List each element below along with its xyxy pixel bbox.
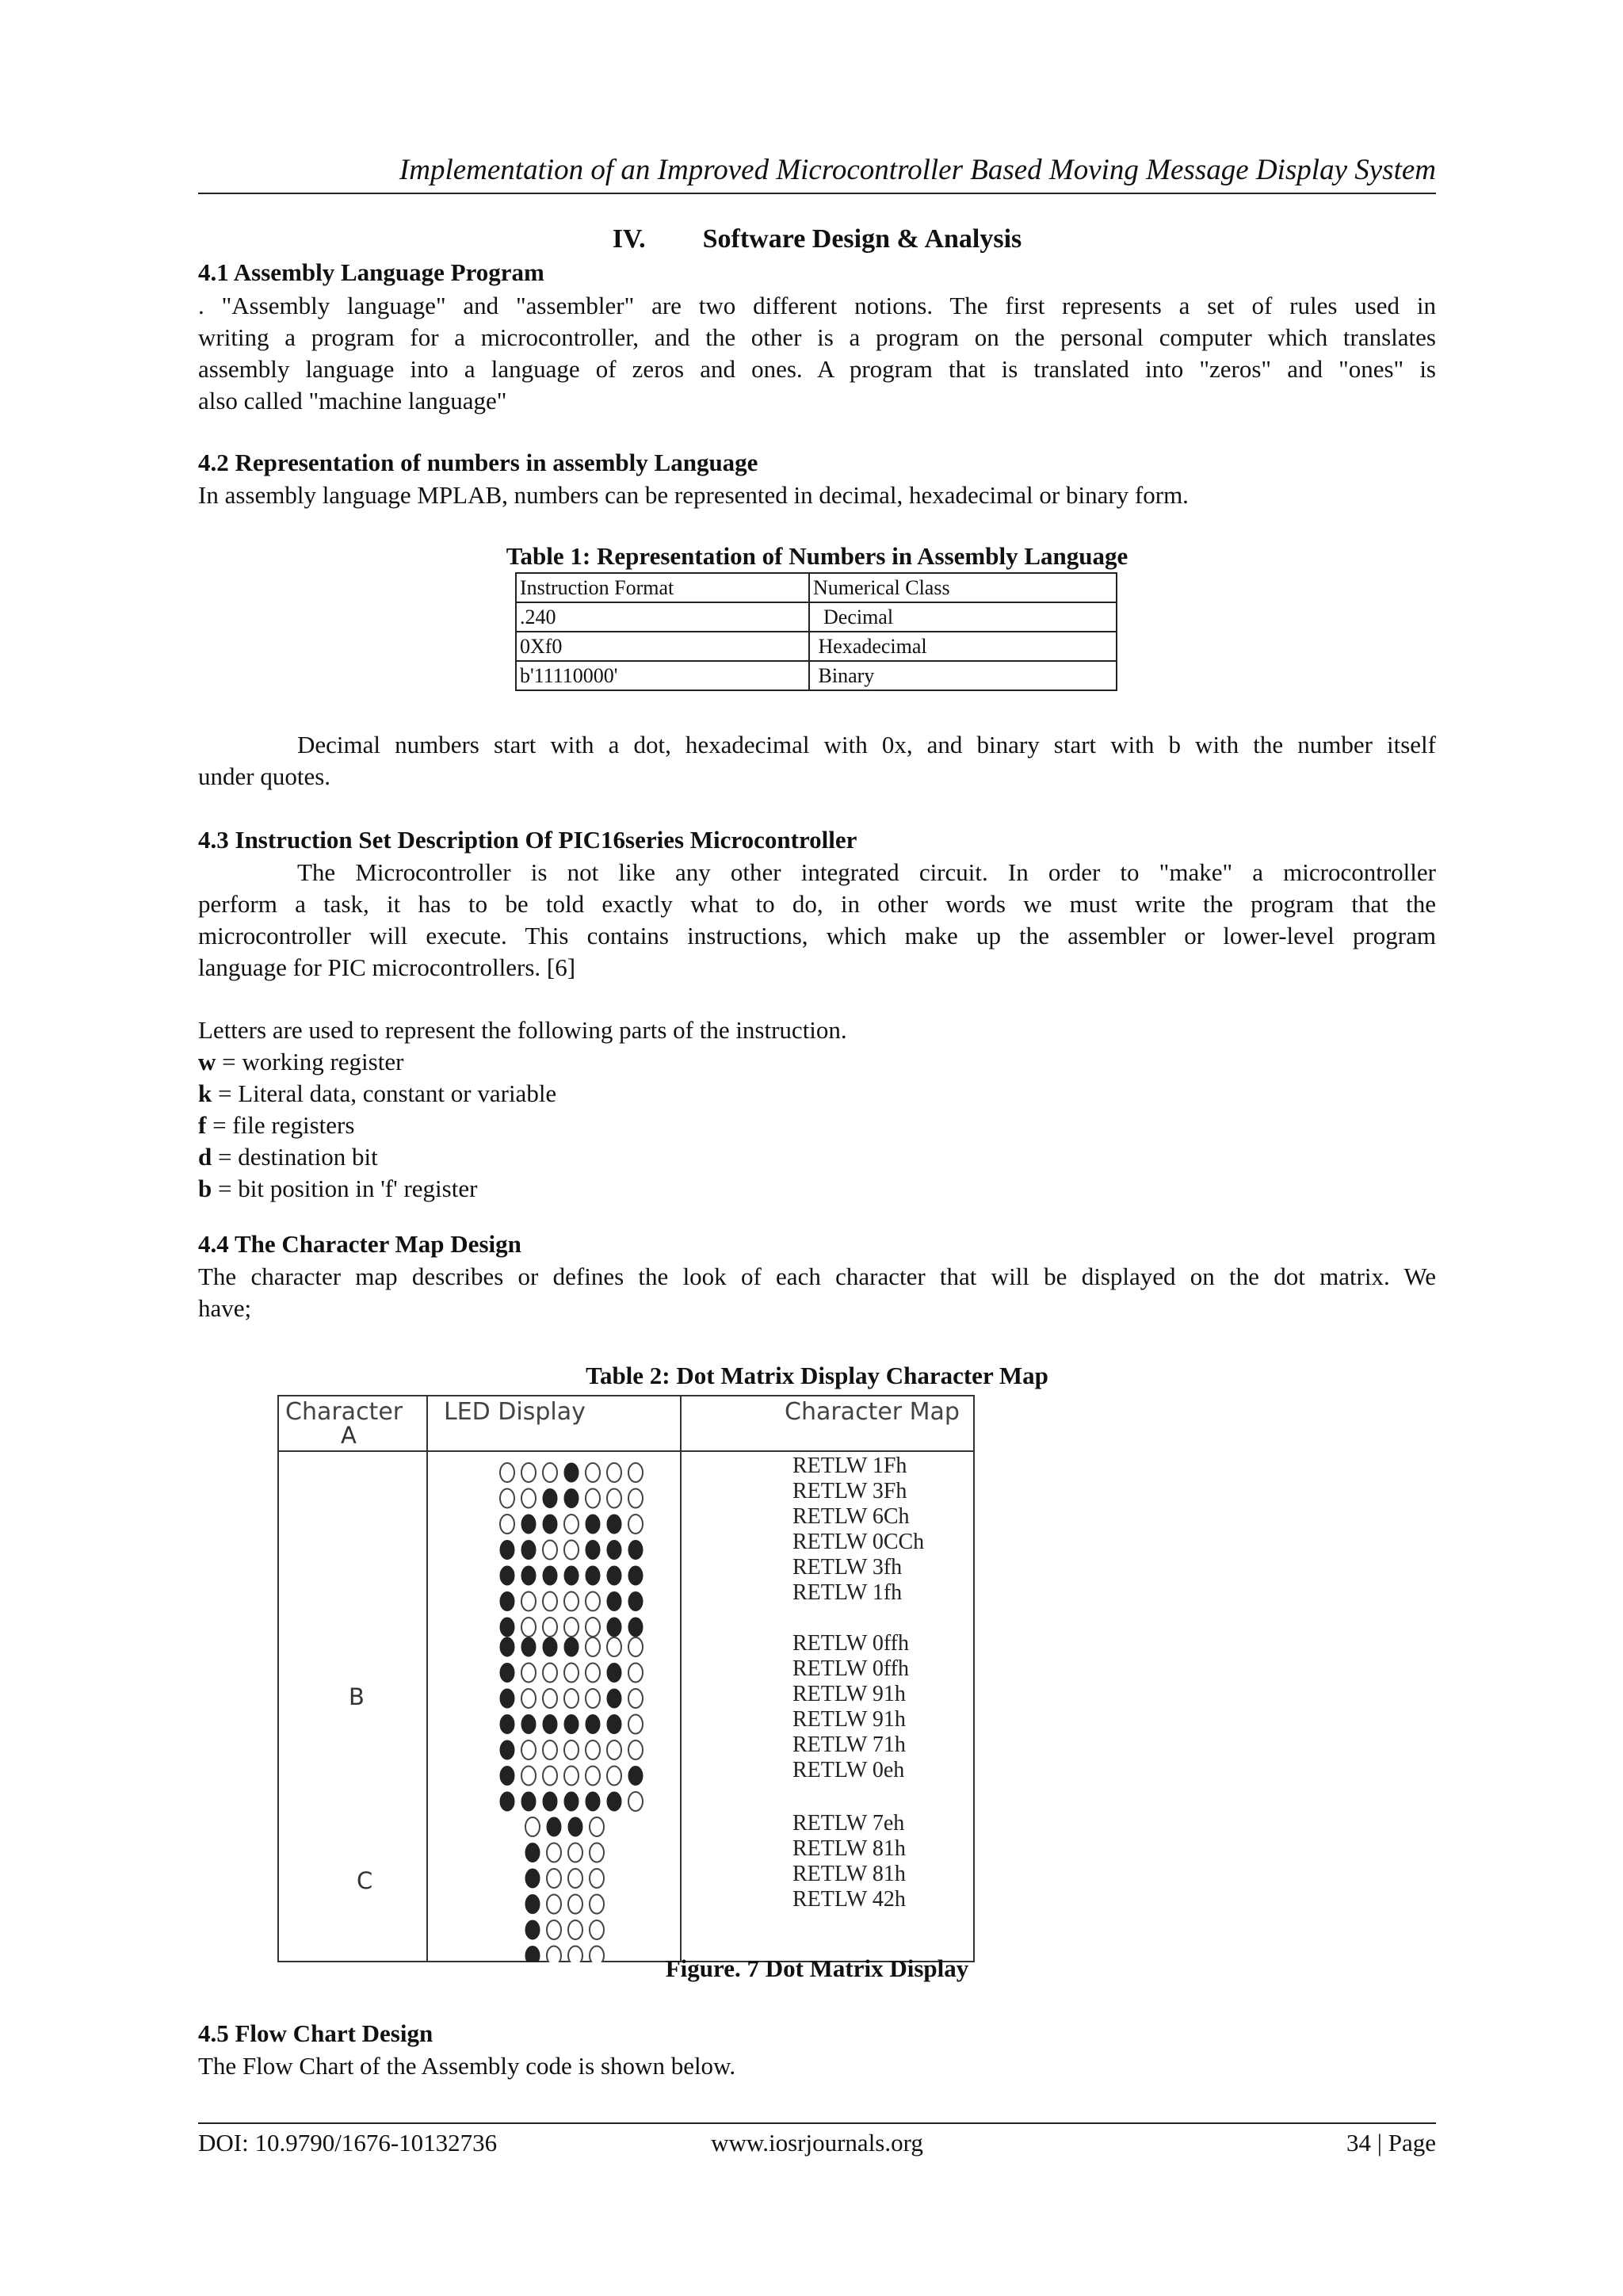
led-dot-on bbox=[521, 1515, 536, 1534]
led-dot-on bbox=[628, 1618, 643, 1637]
map-header-led: LED Display bbox=[444, 1398, 586, 1426]
led-dot-off bbox=[521, 1463, 536, 1482]
list-item bbox=[198, 1046, 1436, 1078]
led-dot-off bbox=[590, 1895, 604, 1914]
list-item bbox=[198, 1078, 1436, 1110]
code-line: RETLW 0CCh bbox=[792, 1530, 925, 1554]
led-dot-off bbox=[564, 1515, 579, 1534]
led-dot-on bbox=[525, 1895, 540, 1914]
led-dot-on bbox=[607, 1541, 621, 1560]
text-line: . "Assembly language" and "assembler" are two different notions. The first represents a set of rules used in bbox=[198, 292, 1436, 319]
led-dot-on bbox=[500, 1664, 514, 1683]
led-dot-on bbox=[607, 1566, 621, 1585]
section-title-text: Software Design & Analysis bbox=[702, 224, 1022, 254]
led-dot-off bbox=[586, 1689, 600, 1708]
led-dot-on bbox=[564, 1489, 579, 1508]
code-line: RETLW 0eh bbox=[792, 1758, 905, 1782]
heading-4-4: 4.4 The Character Map Design bbox=[198, 1230, 521, 1258]
led-dot-on bbox=[564, 1792, 579, 1811]
led-dot-on bbox=[543, 1715, 557, 1734]
led-dot-off bbox=[543, 1740, 557, 1759]
table-cell: Binary bbox=[809, 661, 1117, 690]
led-dot-off bbox=[586, 1489, 600, 1508]
led-dot-on bbox=[607, 1792, 621, 1811]
led-dot-off bbox=[547, 1843, 561, 1862]
led-dot-off bbox=[543, 1664, 557, 1683]
led-dot-off bbox=[568, 1843, 582, 1862]
letter-desc: = working register bbox=[216, 1048, 404, 1075]
led-dot-off bbox=[543, 1689, 557, 1708]
code-line: RETLW 3Fh bbox=[792, 1479, 907, 1503]
led-dot-off bbox=[586, 1463, 600, 1482]
led-dot-on bbox=[525, 1843, 540, 1862]
table-row bbox=[516, 573, 1117, 602]
text-line: The character map describes or defines the look of each character that will be displayed on the dot matrix. We bbox=[198, 1263, 1436, 1290]
led-dot-on bbox=[628, 1592, 643, 1611]
paragraph-4-1 bbox=[198, 290, 1436, 417]
table-row bbox=[516, 632, 1117, 661]
led-dot-on bbox=[521, 1792, 536, 1811]
text-line: under quotes. bbox=[198, 762, 331, 790]
led-dot-off bbox=[586, 1637, 600, 1656]
letter-key: b bbox=[198, 1175, 212, 1202]
table-cell: b'11110000' bbox=[516, 661, 809, 690]
led-dot-off bbox=[521, 1740, 536, 1759]
code-line: RETLW 1Fh bbox=[792, 1454, 907, 1478]
led-dot-on bbox=[607, 1515, 621, 1534]
led-dot-off bbox=[568, 1920, 582, 1939]
led-dot-off bbox=[607, 1637, 621, 1656]
led-dot-on bbox=[500, 1767, 514, 1786]
led-dot-on bbox=[500, 1740, 514, 1759]
text-line: The Microcontroller is not like any other integrated circuit. In order to "make" a microcontroller bbox=[297, 858, 1436, 886]
code-line: RETLW 0ffh bbox=[792, 1656, 909, 1681]
letter-key: w bbox=[198, 1048, 216, 1075]
led-dot-on bbox=[543, 1489, 557, 1508]
text-line: perform a task, it has to be told exactly what to do, in other words we must write the program that the bbox=[198, 890, 1436, 918]
led-dot-on bbox=[543, 1637, 557, 1656]
led-dot-off bbox=[568, 1895, 582, 1914]
led-dot-off bbox=[607, 1463, 621, 1482]
paragraph-4-3 bbox=[198, 857, 1436, 984]
led-dot-off bbox=[628, 1689, 643, 1708]
led-dot-off bbox=[628, 1463, 643, 1482]
led-dot-on bbox=[547, 1817, 561, 1836]
led-dot-on bbox=[500, 1592, 514, 1611]
table-header-cell: Instruction Format bbox=[516, 573, 809, 602]
led-dot-on bbox=[568, 1817, 582, 1836]
led-dot-off bbox=[628, 1740, 643, 1759]
led-dot-off bbox=[500, 1515, 514, 1534]
led-dot-on bbox=[543, 1566, 557, 1585]
led-dot-off bbox=[547, 1869, 561, 1888]
led-dot-on bbox=[500, 1637, 514, 1656]
led-dot-off bbox=[586, 1592, 600, 1611]
led-dot-off bbox=[628, 1637, 643, 1656]
code-line: RETLW 81h bbox=[792, 1862, 906, 1886]
led-dot-off bbox=[590, 1920, 604, 1939]
footer-rule bbox=[198, 2122, 1436, 2124]
table-cell: Decimal bbox=[809, 602, 1117, 632]
led-dot-on bbox=[525, 1869, 540, 1888]
led-dot-matrix bbox=[277, 1395, 975, 1962]
led-dot-off bbox=[590, 1817, 604, 1836]
led-dot-off bbox=[521, 1592, 536, 1611]
led-dot-off bbox=[628, 1489, 643, 1508]
led-dot-off bbox=[543, 1618, 557, 1637]
led-dot-on bbox=[521, 1637, 536, 1656]
led-dot-on bbox=[586, 1792, 600, 1811]
list-item bbox=[198, 1141, 1436, 1173]
table-cell: 0Xf0 bbox=[516, 632, 809, 661]
table-cell: Hexadecimal bbox=[809, 632, 1117, 661]
led-dot-off bbox=[521, 1767, 536, 1786]
letter-desc: = file registers bbox=[206, 1111, 355, 1139]
list-item bbox=[198, 1110, 1436, 1141]
led-dot-on bbox=[500, 1541, 514, 1560]
led-dot-off bbox=[628, 1515, 643, 1534]
code-line: RETLW 7eh bbox=[792, 1811, 905, 1836]
char-label-b: B bbox=[349, 1683, 365, 1710]
led-dot-off bbox=[521, 1664, 536, 1683]
led-dot-on bbox=[607, 1618, 621, 1637]
led-dot-on bbox=[607, 1715, 621, 1734]
led-dot-on bbox=[543, 1515, 557, 1534]
text-line: writing a program for a microcontroller, and the other is a program on the personal computer which translates bbox=[198, 323, 1436, 351]
led-dot-off bbox=[586, 1618, 600, 1637]
paragraph-after-table1 bbox=[198, 729, 1436, 793]
figure-caption: Figure. 7 Dot Matrix Display bbox=[665, 1954, 969, 1982]
table1-caption: Table 1: Representation of Numbers in Assembly Language bbox=[506, 542, 1128, 570]
led-dot-on bbox=[500, 1618, 514, 1637]
led-dot-on bbox=[628, 1541, 643, 1560]
led-dot-on bbox=[564, 1715, 579, 1734]
led-dot-on bbox=[607, 1592, 621, 1611]
code-line: RETLW 3fh bbox=[792, 1555, 903, 1580]
led-dot-off bbox=[628, 1664, 643, 1683]
table1 bbox=[515, 572, 1117, 691]
led-dot-off bbox=[500, 1463, 514, 1482]
led-dot-off bbox=[586, 1664, 600, 1683]
led-dot-on bbox=[564, 1637, 579, 1656]
led-dot-on bbox=[500, 1566, 514, 1585]
led-dot-off bbox=[564, 1618, 579, 1637]
led-dot-on bbox=[628, 1767, 643, 1786]
code-line: RETLW 1fh bbox=[792, 1580, 903, 1605]
letter-key: f bbox=[198, 1111, 207, 1139]
table-header-cell: Numerical Class bbox=[809, 573, 1117, 602]
section-title bbox=[198, 224, 1436, 254]
character-map-figure bbox=[277, 1395, 975, 1962]
letter-desc: = destination bit bbox=[212, 1143, 378, 1171]
led-dot-off bbox=[586, 1740, 600, 1759]
led-dot-on bbox=[564, 1566, 579, 1585]
code-line: RETLW 71h bbox=[792, 1733, 906, 1757]
led-dot-on bbox=[525, 1920, 540, 1939]
led-dot-off bbox=[564, 1541, 579, 1560]
led-dot-off bbox=[543, 1541, 557, 1560]
led-dot-off bbox=[568, 1869, 582, 1888]
led-dot-off bbox=[500, 1489, 514, 1508]
led-dot-off bbox=[543, 1463, 557, 1482]
header-rule bbox=[198, 193, 1436, 194]
led-dot-off bbox=[628, 1792, 643, 1811]
letters-intro: Letters are used to represent the following parts of the instruction. bbox=[198, 1016, 847, 1044]
led-dot-off bbox=[590, 1869, 604, 1888]
led-dot-off bbox=[607, 1489, 621, 1508]
running-header: Implementation of an Improved Microcontroller Based Moving Message Display System bbox=[399, 154, 1436, 186]
led-dot-on bbox=[586, 1566, 600, 1585]
footer-site: www.iosrjournals.org bbox=[711, 2129, 923, 2157]
led-dot-off bbox=[525, 1817, 540, 1836]
code-line: RETLW 81h bbox=[792, 1836, 906, 1861]
led-dot-off bbox=[590, 1843, 604, 1862]
table-row bbox=[516, 602, 1117, 632]
code-line: RETLW 6Ch bbox=[792, 1504, 910, 1529]
code-line: RETLW 91h bbox=[792, 1707, 906, 1732]
letter-key: k bbox=[198, 1079, 212, 1107]
led-dot-off bbox=[607, 1767, 621, 1786]
led-dot-off bbox=[521, 1618, 536, 1637]
led-dot-on bbox=[586, 1541, 600, 1560]
code-line: RETLW 91h bbox=[792, 1682, 906, 1706]
led-dot-on bbox=[521, 1715, 536, 1734]
heading-4-2: 4.2 Representation of numbers in assembly Language bbox=[198, 449, 758, 476]
text-line: have; bbox=[198, 1294, 252, 1322]
letters-list bbox=[198, 1014, 1436, 1205]
heading-4-1: 4.1 Assembly Language Program bbox=[198, 258, 544, 286]
text-line: assembly language into a language of zeros and ones. A program that is translated into "zeros" and "ones" is bbox=[198, 355, 1436, 383]
led-dot-on bbox=[586, 1515, 600, 1534]
led-dot-off bbox=[586, 1767, 600, 1786]
led-dot-on bbox=[607, 1689, 621, 1708]
led-dot-on bbox=[586, 1715, 600, 1734]
text-line: also called "machine language" bbox=[198, 387, 507, 415]
heading-4-3: 4.3 Instruction Set Description Of PIC16series Microcontroller bbox=[198, 826, 857, 854]
led-dot-off bbox=[564, 1592, 579, 1611]
text-line: Decimal numbers start with a dot, hexadecimal with 0x, and binary start with b with the number itself bbox=[297, 731, 1436, 758]
footer-doi: DOI: 10.9790/1676-10132736 bbox=[198, 2129, 498, 2157]
led-dot-on bbox=[500, 1792, 514, 1811]
led-dot-off bbox=[564, 1767, 579, 1786]
led-dot-off bbox=[607, 1740, 621, 1759]
paragraph-4-5: The Flow Chart of the Assembly code is shown below. bbox=[198, 2052, 736, 2080]
text-line: language for PIC microcontrollers. [6] bbox=[198, 953, 576, 981]
footer-page-number: 34 | Page bbox=[1346, 2129, 1436, 2157]
letter-desc: = bit position in 'f' register bbox=[212, 1175, 478, 1202]
map-header-character: Character bbox=[285, 1398, 403, 1426]
text-line: microcontroller will execute. This contains instructions, which make up the assembler or lower-level program bbox=[198, 922, 1436, 949]
led-dot-on bbox=[521, 1566, 536, 1585]
led-dot-off bbox=[564, 1740, 579, 1759]
led-dot-off bbox=[564, 1689, 579, 1708]
paragraph-4-4 bbox=[198, 1261, 1436, 1324]
led-dot-off bbox=[564, 1664, 579, 1683]
led-dot-on bbox=[607, 1664, 621, 1683]
led-dot-off bbox=[547, 1895, 561, 1914]
code-line: RETLW 42h bbox=[792, 1887, 906, 1912]
led-dot-off bbox=[547, 1920, 561, 1939]
led-dot-on bbox=[628, 1566, 643, 1585]
led-dot-on bbox=[500, 1689, 514, 1708]
char-label-c: C bbox=[357, 1867, 373, 1894]
letter-desc: = Literal data, constant or variable bbox=[212, 1079, 557, 1107]
letter-key: d bbox=[198, 1143, 212, 1171]
led-dot-off bbox=[543, 1767, 557, 1786]
table2-caption: Table 2: Dot Matrix Display Character Map bbox=[586, 1362, 1048, 1389]
section-number: IV. bbox=[612, 224, 646, 254]
led-dot-off bbox=[543, 1592, 557, 1611]
list-item bbox=[198, 1173, 1436, 1205]
led-dot-off bbox=[521, 1689, 536, 1708]
paragraph-4-2: In assembly language MPLAB, numbers can be represented in decimal, hexadecimal or binary form. bbox=[198, 481, 1189, 509]
led-dot-on bbox=[564, 1463, 579, 1482]
led-dot-on bbox=[500, 1715, 514, 1734]
map-header-map: Character Map bbox=[785, 1398, 960, 1426]
led-dot-on bbox=[543, 1792, 557, 1811]
led-dot-off bbox=[521, 1489, 536, 1508]
led-dot-off bbox=[628, 1715, 643, 1734]
code-line: RETLW 0ffh bbox=[792, 1631, 909, 1656]
led-dot-on bbox=[521, 1541, 536, 1560]
table-cell: .240 bbox=[516, 602, 809, 632]
table-row bbox=[516, 661, 1117, 690]
char-label-a: A bbox=[341, 1422, 357, 1449]
heading-4-5: 4.5 Flow Chart Design bbox=[198, 2019, 433, 2047]
